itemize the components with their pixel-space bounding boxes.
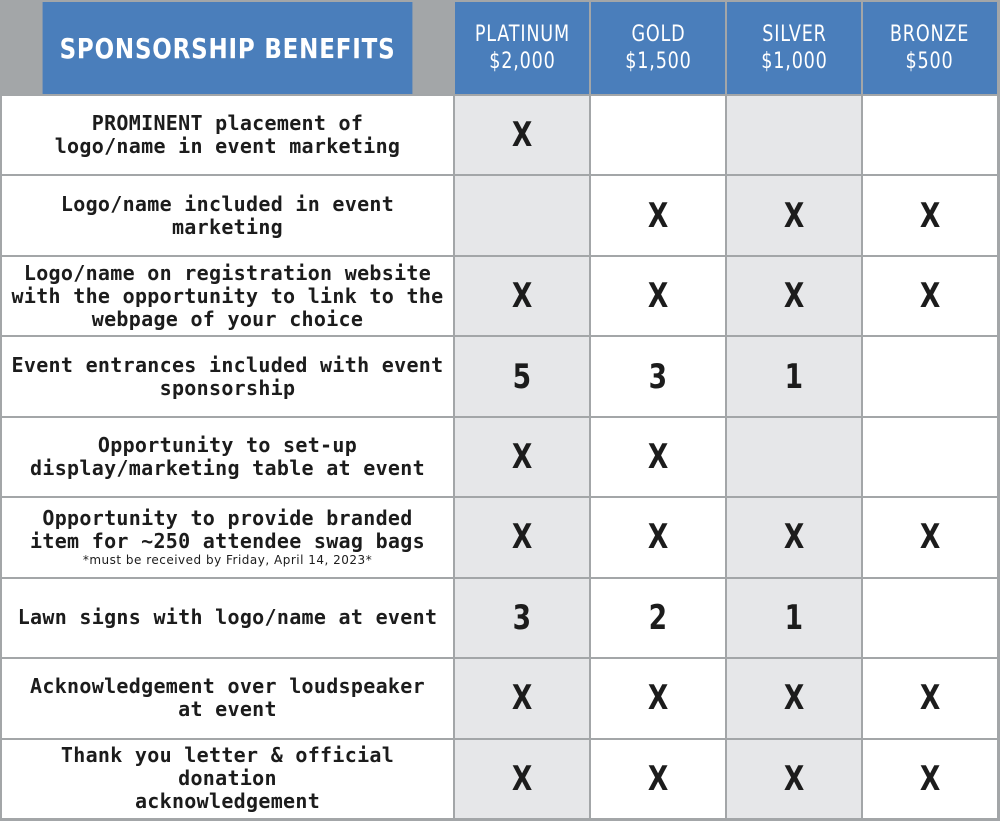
tier-cell-silver [727, 337, 861, 415]
benefit-cell [2, 257, 453, 335]
benefit-text-line: marketing [171, 214, 284, 239]
tier-name: PLATINUM [474, 22, 570, 47]
benefit-text-line: display/marketing table at event [30, 455, 425, 480]
tier-cell-value: 1 [784, 356, 804, 397]
benefits-column-header: SPONSORSHIP BENEFITS [43, 2, 413, 94]
tier-cell-value: X [783, 678, 805, 719]
tier-cell-value: 2 [648, 597, 668, 638]
tier-cell-value: X [919, 276, 941, 317]
table-row [2, 579, 997, 657]
benefit-cell [2, 659, 453, 737]
tier-cell-value: 3 [512, 597, 532, 638]
tier-cell-bronze [863, 337, 997, 415]
tier-cell-silver [727, 579, 861, 657]
tier-price: $2,000 [488, 49, 556, 74]
table-row [2, 96, 997, 174]
tier-cell-gold [591, 659, 725, 737]
benefit-cell [2, 498, 453, 576]
benefit-text-line: Opportunity to provide branded [42, 506, 413, 531]
tier-cell-platinum [455, 337, 589, 415]
tier-cell-silver [727, 96, 861, 174]
tier-cell-value: X [919, 195, 941, 236]
tier-price: $1,500 [624, 49, 692, 74]
tier-cell-platinum [455, 176, 589, 254]
tier-cell-bronze [863, 498, 997, 576]
tier-price: $1,000 [760, 49, 828, 74]
benefit-note: *must be received by Friday, April 14, 2023* [82, 553, 373, 568]
benefit-text-line: item for ~250 attendee swag bags [30, 529, 425, 554]
table-row [2, 257, 997, 335]
tier-cell-value: 5 [512, 356, 532, 397]
tier-cell-bronze [863, 740, 997, 819]
tier-cell-platinum [455, 579, 589, 657]
table-row [2, 740, 997, 819]
tier-cell-silver [727, 498, 861, 576]
tier-header-silver [727, 2, 861, 94]
benefit-text-line: logo/name in event marketing [54, 134, 401, 159]
tier-name: SILVER [761, 22, 827, 47]
benefit-text-line: at event [178, 697, 277, 722]
benefit-cell [2, 176, 453, 254]
tier-cell-silver [727, 659, 861, 737]
benefit-cell [2, 418, 453, 496]
tier-cell-value: X [647, 436, 669, 477]
tier-cell-platinum [455, 659, 589, 737]
tier-cell-platinum [455, 257, 589, 335]
tier-cell-platinum [455, 498, 589, 576]
table-row [2, 659, 997, 737]
tier-cell-gold [591, 176, 725, 254]
tier-cell-bronze [863, 659, 997, 737]
benefit-text-line: Acknowledgement over loudspeaker [30, 674, 425, 699]
tier-cell-value: X [783, 517, 805, 558]
tier-cell-value: X [919, 517, 941, 558]
benefit-text-line: Event entrances included with event [11, 352, 444, 377]
tier-cell-value: X [511, 758, 533, 799]
tier-cell-value: X [511, 436, 533, 477]
table-body [2, 96, 997, 818]
tier-cell-gold [591, 96, 725, 174]
benefit-text-line: sponsorship [159, 375, 296, 400]
tier-cell-value: X [783, 195, 805, 236]
tier-cell-silver [727, 257, 861, 335]
table-row [2, 176, 997, 254]
tier-cell-bronze [863, 418, 997, 496]
tier-cell-value: X [919, 758, 941, 799]
tier-price: $500 [906, 49, 954, 74]
tier-cell-silver [727, 418, 861, 496]
table-row [2, 337, 997, 415]
tier-cell-value: X [511, 276, 533, 317]
tier-cell-value: X [919, 678, 941, 719]
tier-name: BRONZE [890, 22, 970, 47]
tier-cell-platinum [455, 418, 589, 496]
tier-name: GOLD [630, 22, 686, 47]
benefit-text-line: Lawn signs with logo/name at event [17, 605, 438, 630]
tier-cell-platinum [455, 740, 589, 819]
tier-cell-bronze [863, 257, 997, 335]
benefit-text-line: webpage of your choice [91, 306, 364, 331]
tier-cell-value: X [647, 276, 669, 317]
tier-cell-value: X [783, 276, 805, 317]
benefit-text-line: with the opportunity to link to the [11, 283, 444, 308]
tier-header-bronze [863, 2, 997, 94]
table-row [2, 498, 997, 576]
tier-cell-silver [727, 740, 861, 819]
tier-cell-gold [591, 498, 725, 576]
benefit-text-line: acknowledgement [134, 789, 321, 814]
tier-cell-value: 3 [648, 356, 668, 397]
tier-cell-value: X [511, 517, 533, 558]
tier-cell-value: X [647, 678, 669, 719]
benefit-text-line: Logo/name included in event [60, 191, 395, 216]
tier-cell-value: X [783, 758, 805, 799]
tier-cell-platinum [455, 96, 589, 174]
tier-cell-value: 1 [784, 597, 804, 638]
tier-cell-value: X [511, 678, 533, 719]
tier-cell-value: X [647, 195, 669, 236]
tier-cell-bronze [863, 96, 997, 174]
benefit-text-line: Thank you letter & official donation [60, 743, 395, 791]
header-row [2, 2, 997, 94]
tier-cell-bronze [863, 176, 997, 254]
benefit-text-line: Logo/name on registration website [23, 260, 432, 285]
tier-cell-gold [591, 418, 725, 496]
tier-cell-gold [591, 257, 725, 335]
benefit-cell [2, 337, 453, 415]
tier-cell-value: X [647, 758, 669, 799]
tier-cell-gold [591, 740, 725, 819]
tier-cell-bronze [863, 579, 997, 657]
benefit-cell [2, 579, 453, 657]
table-row [2, 418, 997, 496]
tier-header-gold [591, 2, 725, 94]
tier-header-platinum [455, 2, 589, 94]
benefit-cell [2, 96, 453, 174]
tier-cell-silver [727, 176, 861, 254]
tier-cell-gold [591, 579, 725, 657]
tier-cell-gold [591, 337, 725, 415]
benefit-text-line: PROMINENT placement of [91, 111, 364, 136]
tier-cell-value: X [511, 115, 533, 156]
tier-cell-value: X [647, 517, 669, 558]
benefit-cell [2, 740, 453, 819]
benefit-text-line: Opportunity to set-up [97, 432, 358, 457]
